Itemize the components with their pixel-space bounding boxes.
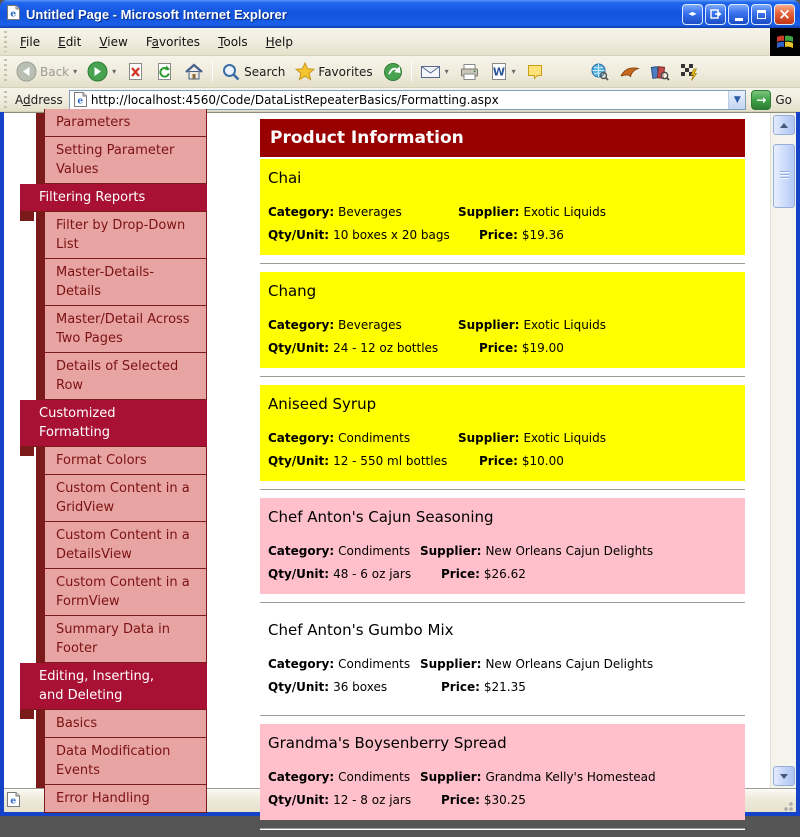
category-supplier-row xyxy=(268,770,737,784)
search-button[interactable] xyxy=(216,59,290,85)
menu-bar xyxy=(0,28,800,56)
price-label: Price: xyxy=(479,454,518,468)
category-label: Category: xyxy=(268,431,335,445)
stop-button[interactable] xyxy=(121,59,150,84)
address-label: Address xyxy=(15,92,63,107)
svg-text:W: W xyxy=(492,65,505,79)
research-button[interactable] xyxy=(585,59,614,84)
menu-bar-grip[interactable] xyxy=(2,31,9,52)
supplier-label: Supplier: xyxy=(458,318,520,332)
home-icon xyxy=(184,62,204,81)
category-value-pair xyxy=(268,318,458,332)
category-value-pair xyxy=(268,205,458,219)
standard-buttons-toolbar xyxy=(0,56,800,88)
print-button[interactable] xyxy=(454,60,485,84)
go-button[interactable]: → xyxy=(751,90,771,110)
supplier-value: Exotic Liquids xyxy=(523,205,607,219)
address-combobox xyxy=(69,90,747,110)
product-separator xyxy=(260,376,745,378)
product-name: Chef Anton's Gumbo Mix xyxy=(268,621,454,639)
back-icon xyxy=(16,61,37,82)
detach-window-button[interactable] xyxy=(705,4,726,25)
menu-edit[interactable]: Edit xyxy=(58,34,82,49)
price-value-pair xyxy=(479,228,564,242)
qty-unit-value: 12 - 550 ml bottles xyxy=(333,454,448,468)
dropdown-arrow-icon[interactable]: ▾ xyxy=(112,67,117,76)
category-value: Beverages xyxy=(338,318,402,332)
product-name: Chef Anton's Cajun Seasoning xyxy=(268,508,494,526)
supplier-value: New Orleans Cajun Delights xyxy=(485,657,654,671)
window-controls xyxy=(682,4,795,25)
dropdown-arrow-icon[interactable]: ▾ xyxy=(511,67,516,76)
product-name: Aniseed Syrup xyxy=(268,395,377,413)
scroll-down-button[interactable] xyxy=(773,766,795,786)
window-title: Untitled Page - Microsoft Internet Explorer xyxy=(26,6,287,22)
price-value: $19.36 xyxy=(521,228,564,242)
supplier-value-pair xyxy=(458,205,606,219)
windows-flag-logo xyxy=(770,28,800,56)
category-value: Condiments xyxy=(338,770,411,784)
sidebar-item-custom-content-in-a-detailsview[interactable]: Custom Content in a DetailsView xyxy=(44,522,207,569)
category-value-pair xyxy=(268,431,458,445)
menu-favorites[interactable]: Favorites xyxy=(145,34,201,49)
supplier-value-pair xyxy=(420,657,653,671)
title-bar xyxy=(0,0,800,28)
favorites-button[interactable] xyxy=(290,59,377,84)
down-arrow-icon xyxy=(780,774,788,779)
messenger-grid-icon xyxy=(680,63,698,81)
supplier-label: Supplier: xyxy=(420,657,482,671)
menu-view[interactable]: View xyxy=(99,34,128,49)
supplier-value: Exotic Liquids xyxy=(523,431,607,445)
supplier-label: Supplier: xyxy=(458,431,520,445)
price-value: $21.35 xyxy=(483,680,526,694)
main-content xyxy=(260,119,745,837)
category-value: Condiments xyxy=(338,657,411,671)
supplier-value: Grandma Kelly's Homestead xyxy=(485,770,656,784)
page-icon xyxy=(73,91,88,108)
scrollbar-thumb[interactable] xyxy=(773,144,795,208)
bird-button[interactable] xyxy=(614,60,645,83)
category-label: Category: xyxy=(268,770,335,784)
dropdown-arrow-icon[interactable]: ▾ xyxy=(444,67,449,76)
price-value: $30.25 xyxy=(483,793,526,807)
bird-icon xyxy=(619,63,640,80)
sidebar-item-custom-content-in-a-gridview[interactable]: Custom Content in a GridView xyxy=(44,475,207,522)
price-value-pair xyxy=(479,341,564,355)
research-icon xyxy=(590,62,609,81)
address-dropdown-button[interactable]: ▼ xyxy=(728,91,745,109)
supplier-value-pair xyxy=(420,544,653,558)
sidebar-item-filter-by-drop-down-list[interactable]: Filter by Drop-Down List xyxy=(44,212,207,259)
category-label: Category: xyxy=(268,318,335,332)
sidebar-item-editing-inserting-and-deleting[interactable]: Editing, Inserting, and Deleting xyxy=(20,663,207,710)
svg-text:e: e xyxy=(10,9,17,19)
product-separator xyxy=(260,263,745,265)
media-icon xyxy=(383,62,403,82)
home-button[interactable] xyxy=(179,59,209,84)
product-card-chai xyxy=(260,159,745,255)
stop-icon xyxy=(126,62,145,81)
discuss-button[interactable] xyxy=(521,60,549,84)
address-bar-grip[interactable] xyxy=(2,91,9,108)
page-viewport xyxy=(4,112,796,807)
svg-text:e: e xyxy=(77,96,83,107)
qty-unit-value: 10 boxes x 20 bags xyxy=(333,228,450,242)
sidebar-item-parameters[interactable]: Parameters xyxy=(44,109,207,137)
messenger-grid-button[interactable] xyxy=(675,60,703,84)
svg-text:e: e xyxy=(10,796,17,806)
favorites-icon xyxy=(295,62,315,81)
product-name: Chai xyxy=(268,169,302,187)
product-separator xyxy=(260,715,745,717)
product-card-grandma-s-boysenberry-spread xyxy=(260,724,745,820)
supplier-value-pair xyxy=(458,318,606,332)
product-separator xyxy=(260,828,745,830)
back-button[interactable] xyxy=(11,58,82,85)
category-value-pair xyxy=(268,657,420,671)
product-name: Grandma's Boysenberry Spread xyxy=(268,734,507,752)
minimize-button[interactable] xyxy=(728,4,749,25)
qty-price-row xyxy=(268,567,737,581)
close-button[interactable]: × xyxy=(774,4,795,25)
books-search-button[interactable] xyxy=(645,60,675,84)
sidebar-menu xyxy=(4,109,224,813)
go-label: Go xyxy=(775,92,792,107)
product-card-chang xyxy=(260,272,745,368)
discuss-icon xyxy=(526,63,544,81)
qty-unit-label: Qty/Unit: xyxy=(268,228,330,242)
product-name: Chang xyxy=(268,282,317,300)
product-card-chef-anton-s-cajun-seasoning xyxy=(260,498,745,594)
refresh-icon xyxy=(155,62,174,81)
qty-unit-label: Qty/Unit: xyxy=(268,567,330,581)
price-value-pair xyxy=(441,567,526,581)
category-value-pair xyxy=(268,770,420,784)
product-separator xyxy=(260,489,745,491)
price-value: $26.62 xyxy=(483,567,526,581)
qty-unit-label: Qty/Unit: xyxy=(268,793,330,807)
sidebar-item-setting-parameter-values[interactable]: Setting Parameter Values xyxy=(44,137,207,184)
media-button[interactable] xyxy=(378,59,408,85)
qty-unit-value-pair xyxy=(268,228,479,242)
dropdown-arrow-icon[interactable]: ▾ xyxy=(73,67,78,76)
price-value-pair xyxy=(441,793,526,807)
refresh-button[interactable] xyxy=(150,59,179,84)
qty-unit-value: 48 - 6 oz jars xyxy=(333,567,412,581)
category-value-pair xyxy=(268,544,420,558)
sidebar-item-data-modification-events[interactable]: Data Modification Events xyxy=(44,738,207,785)
category-supplier-row xyxy=(268,657,737,671)
category-value: Condiments xyxy=(338,431,411,445)
menu-file[interactable]: File xyxy=(20,34,41,49)
address-input[interactable] xyxy=(91,93,729,107)
product-card-aniseed-syrup xyxy=(260,385,745,481)
qty-price-row xyxy=(268,228,737,242)
category-label: Category: xyxy=(268,544,335,558)
sidebar-item-customized-formatting[interactable]: Customized Formatting xyxy=(20,400,207,447)
ie-page-icon xyxy=(6,4,21,25)
category-label: Category: xyxy=(268,205,335,219)
forward-button[interactable] xyxy=(82,58,121,85)
qty-unit-value: 12 - 8 oz jars xyxy=(333,793,412,807)
up-arrow-icon xyxy=(780,123,788,128)
price-value-pair xyxy=(441,680,526,694)
page-title: Product Information xyxy=(260,119,745,157)
qty-unit-value-pair xyxy=(268,454,479,468)
supplier-value-pair xyxy=(458,431,606,445)
category-value: Beverages xyxy=(338,205,402,219)
qty-price-row xyxy=(268,454,737,468)
category-supplier-row xyxy=(268,205,737,219)
supplier-label: Supplier: xyxy=(458,205,520,219)
forward-icon xyxy=(87,61,108,82)
sidebar-item-details-of-selected-row[interactable]: Details of Selected Row xyxy=(44,353,207,400)
toolbar-button-label: Search xyxy=(244,64,286,79)
supplier-value: Exotic Liquids xyxy=(523,318,607,332)
window-resize-grip[interactable] xyxy=(780,798,794,812)
scroll-up-button[interactable] xyxy=(773,115,795,135)
sidebar-item-error-handling[interactable]: Error Handling xyxy=(44,785,207,813)
search-icon xyxy=(221,62,241,82)
sidebar-item-basics[interactable]: Basics xyxy=(44,710,207,738)
price-label: Price: xyxy=(441,567,480,581)
menu-tools[interactable]: Tools xyxy=(218,34,248,49)
edit-word-icon xyxy=(490,62,508,81)
maximize-button[interactable] xyxy=(751,4,772,25)
mail-button[interactable] xyxy=(415,60,454,83)
qty-unit-label: Qty/Unit: xyxy=(268,454,330,468)
sidebar-item-filtering-reports[interactable]: Filtering Reports xyxy=(20,184,207,212)
qty-unit-value-pair xyxy=(268,680,441,694)
qty-unit-value-pair xyxy=(268,341,479,355)
sidebar-item-custom-content-in-a-formview[interactable]: Custom Content in a FormView xyxy=(44,569,207,616)
category-supplier-row xyxy=(268,431,737,445)
vertical-scrollbar[interactable] xyxy=(770,113,796,788)
qty-unit-value-pair xyxy=(268,793,441,807)
toolbar-separator xyxy=(411,62,412,81)
menu-help[interactable]: Help xyxy=(265,34,294,49)
price-label: Price: xyxy=(441,680,480,694)
qty-unit-value-pair xyxy=(268,567,441,581)
mail-icon xyxy=(420,63,441,80)
supplier-label: Supplier: xyxy=(420,544,482,558)
category-label: Category: xyxy=(268,657,335,671)
category-supplier-row xyxy=(268,318,737,332)
price-value-pair xyxy=(479,454,564,468)
qty-unit-value: 24 - 12 oz bottles xyxy=(333,341,439,355)
sidebar-item-summary-data-in-footer[interactable]: Summary Data in Footer xyxy=(44,616,207,663)
qty-price-row xyxy=(268,680,737,694)
sidebar-item-master-detail-across-two-pages[interactable]: Master/Detail Across Two Pages xyxy=(44,306,207,353)
price-value: $19.00 xyxy=(521,341,564,355)
qty-unit-label: Qty/Unit: xyxy=(268,680,330,694)
category-supplier-row xyxy=(268,544,737,558)
qty-price-row xyxy=(268,793,737,807)
toolbar-button-label: Favorites xyxy=(318,64,373,79)
sidebar-item-format-colors[interactable]: Format Colors xyxy=(44,447,207,475)
toolbar-separator xyxy=(212,62,213,81)
books-search-icon xyxy=(650,63,670,81)
supplier-value-pair xyxy=(420,770,656,784)
supplier-label: Supplier: xyxy=(420,770,482,784)
price-value: $10.00 xyxy=(521,454,564,468)
product-separator xyxy=(260,602,745,604)
toolbar-button-label: Back xyxy=(40,64,70,79)
qty-unit-value: 36 boxes xyxy=(333,680,388,694)
toolbar-grip[interactable] xyxy=(2,59,9,84)
supplier-value: New Orleans Cajun Delights xyxy=(485,544,654,558)
page-content xyxy=(4,113,770,807)
qty-price-row xyxy=(268,341,737,355)
print-icon xyxy=(459,63,480,81)
price-label: Price: xyxy=(479,341,518,355)
edit-word-button[interactable] xyxy=(485,59,521,84)
qty-unit-label: Qty/Unit: xyxy=(268,341,330,355)
product-card-chef-anton-s-gumbo-mix xyxy=(260,611,745,707)
price-label: Price: xyxy=(479,228,518,242)
sidebar-item-master-details-details[interactable]: Master-Details-Details xyxy=(44,259,207,306)
category-value: Condiments xyxy=(338,544,411,558)
price-label: Price: xyxy=(441,793,480,807)
pan-toggle-button[interactable]: ◂▸ xyxy=(682,4,703,25)
